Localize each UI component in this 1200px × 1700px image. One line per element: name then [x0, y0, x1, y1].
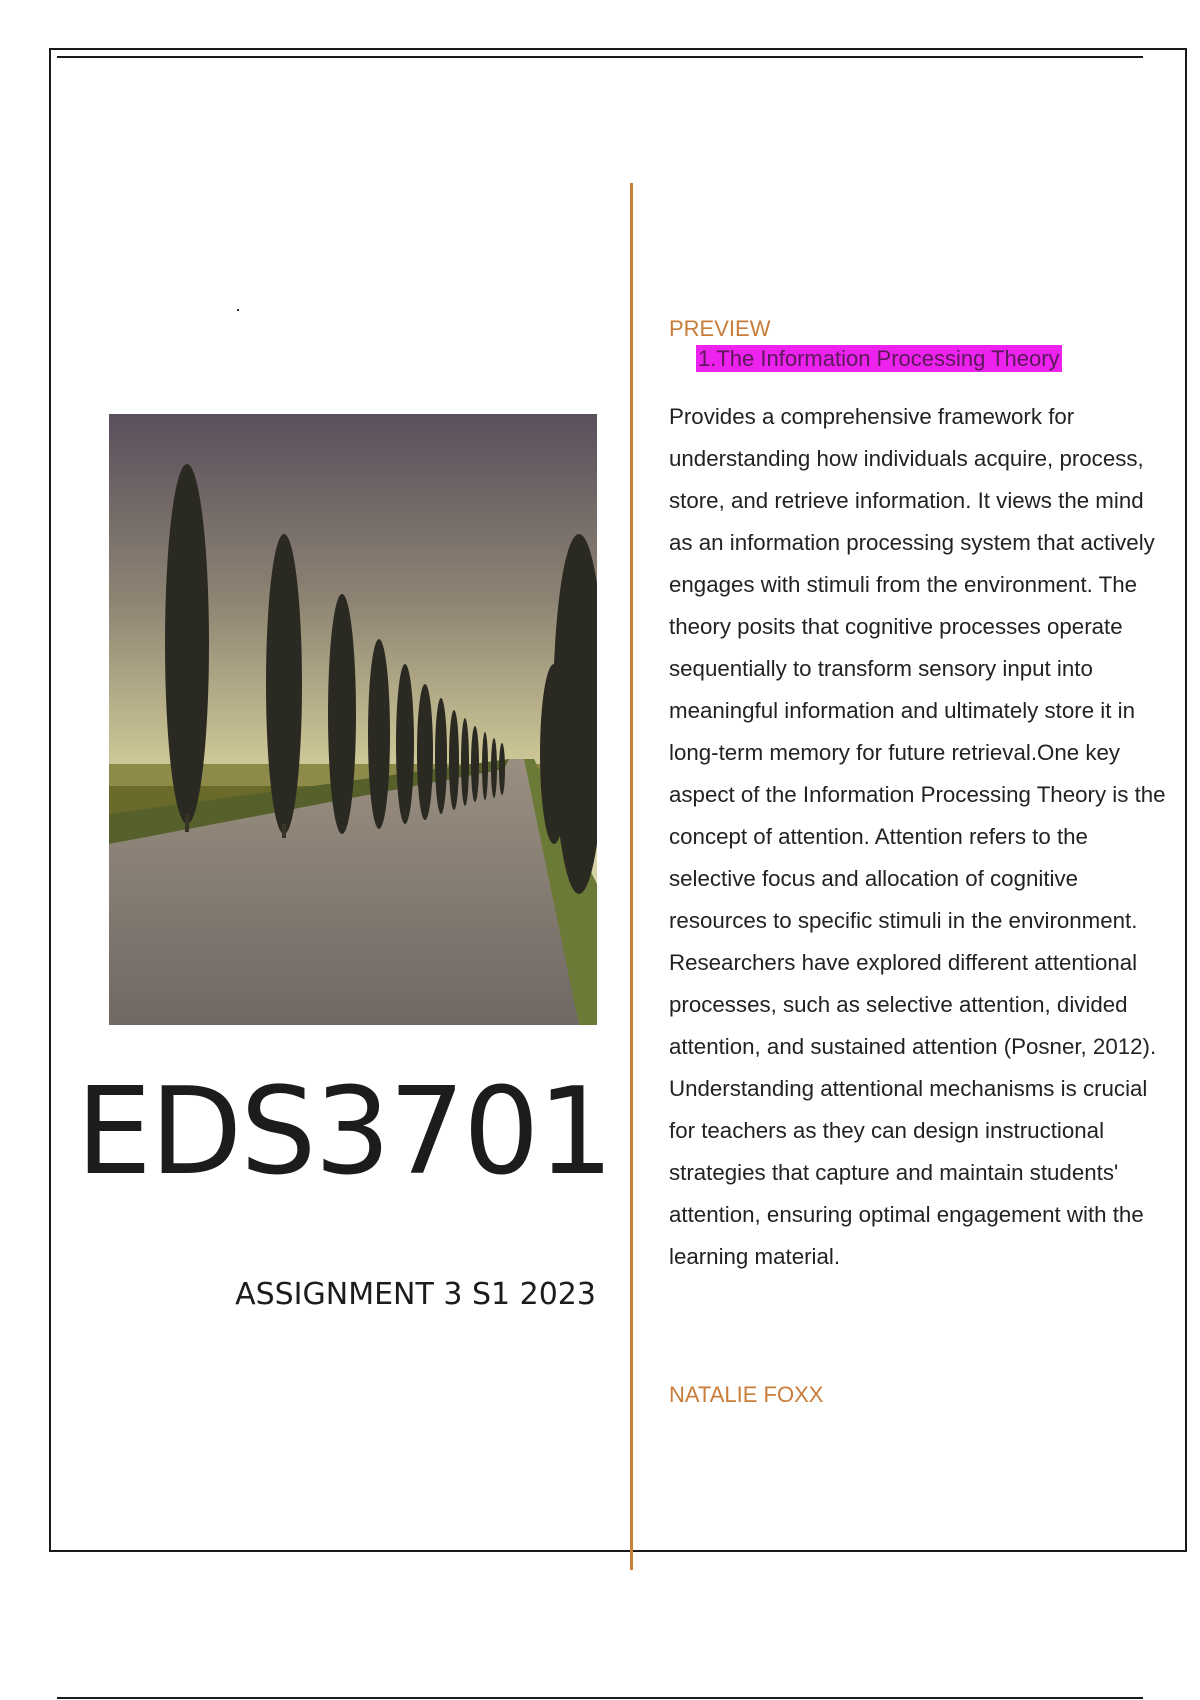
assignment-subtitle: ASSIGNMENT 3 S1 2023 — [235, 1277, 596, 1312]
cover-photo — [109, 414, 597, 1025]
vertical-divider — [630, 183, 633, 1570]
bottom-rule — [57, 1697, 1143, 1699]
preview-label: PREVIEW — [669, 316, 771, 341]
preview-body-text: Provides a comprehensive framework for understanding how individuals acquire, process, store, and retrieve information. It views the mind as an information processing system that actively engages with stimuli from the environment. The theory posits that cognitive processes operate sequentially to transform sensory input into meaningful information and ultimately store it in long-term memory for future retrieval.One key aspect of the Information Processing Theory is the concept of attention. Attention refers to the selective focus and allocation of cognitive resources to specific stimuli in the environment. Researchers have explored different attentional processes, such as selective attention, divided attention, and sustained attention (Posner, 2012). Understanding attentional mechanisms is crucial for teachers as they can design instructional strategies that capture and maintain students' attention, ensuring optimal engagement with the learning material. — [669, 404, 1166, 1269]
course-code-title: EDS3701 — [76, 1063, 612, 1202]
author-name: NATALIE FOXX — [669, 1382, 824, 1407]
top-rule — [57, 56, 1143, 58]
section-heading: 1.The Information Processing Theory — [698, 346, 1060, 371]
stray-dot — [237, 309, 239, 311]
